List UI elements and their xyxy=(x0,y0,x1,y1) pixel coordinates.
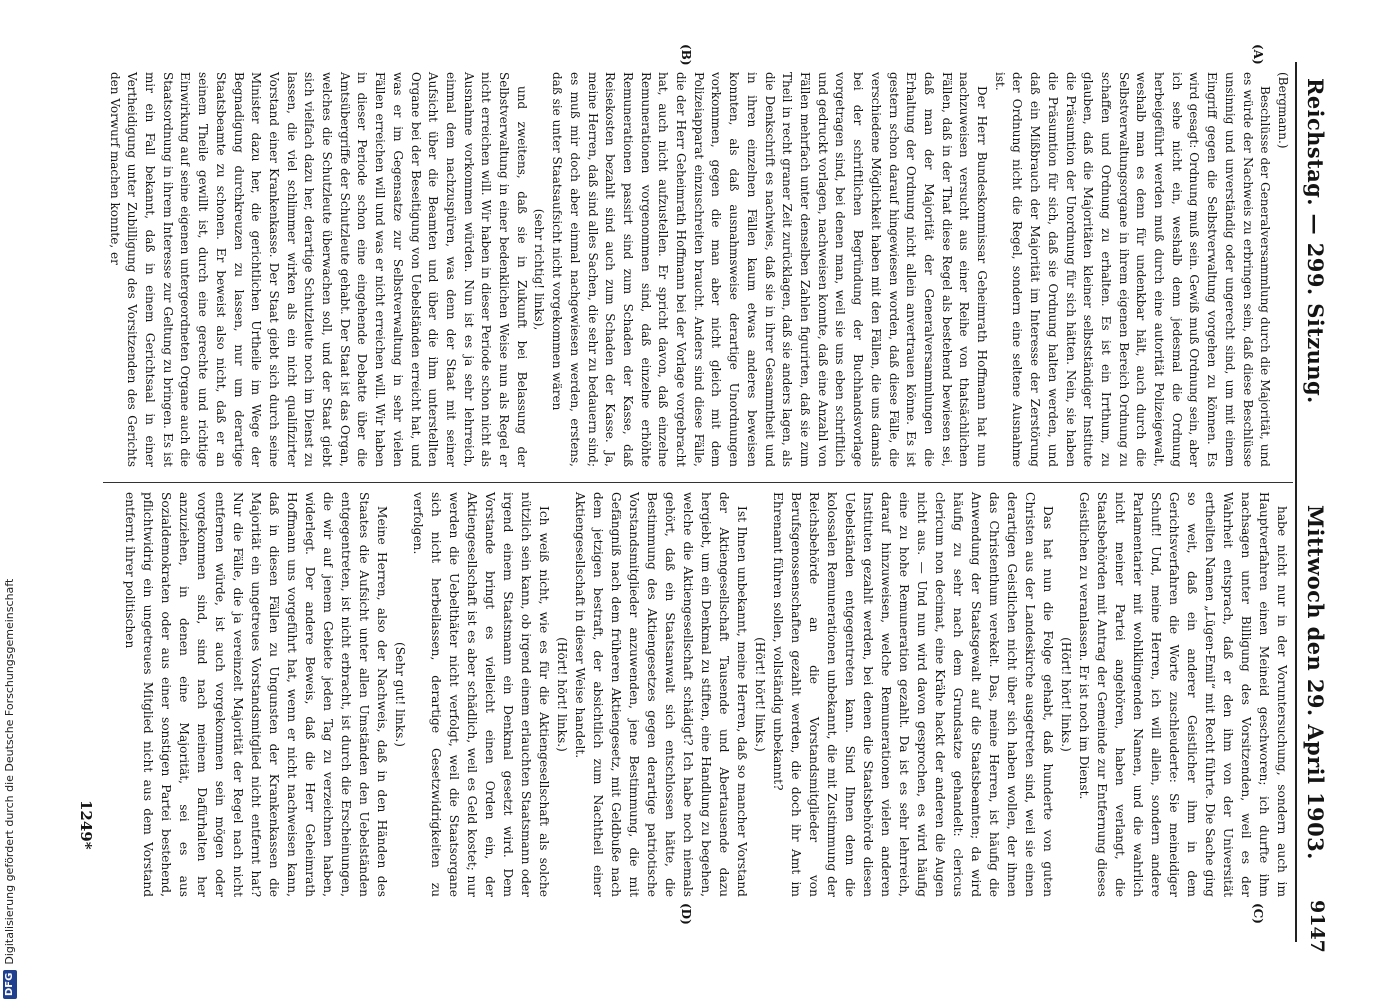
margin-marker-c: (C) xyxy=(1251,903,1265,924)
left-column xyxy=(105,72,1291,467)
paragraph: habe nicht nur in der Voruntersuchung, sondern auch im Hauptverfahren einen Meineid geschworen; ich durfte ihm nachsagen unter Billigung des Vorsitzenden, weil es der Wahrheit entsprach, daß er den ihm von der Universität ertheilten Namen „Lügen-Emil“ mit Recht führte. Die Sache ging so weit, daß ein anderer Geistlicher ihm in dem Gerichtsverfahren die Worte zuschleuderte: Sie meineidiger Schuft! Und, meine Herren, ich will allein, sondern andere Parlamentarier mit wohlklingenden Namen, und die wahrlich nicht meiner Partei angehören, haben verlangt, die Staatsbehörden mit Antrag der Gemeinde zur Entfernung dieses Geistlichen zu veranlassen. Er ist noch im Dienst. xyxy=(1077,492,1289,897)
header-left: Reichstag. — 299. Sitzung. xyxy=(1303,78,1328,404)
margin-marker-a: (A) xyxy=(1251,44,1265,65)
interjection: (Hört! hört! links.) xyxy=(1059,637,1073,752)
header-right: Mittwoch den 29. April 1903. xyxy=(1303,505,1328,860)
interjection: (Hört! hört! links.) xyxy=(753,637,767,752)
column-divider xyxy=(103,482,1293,483)
paragraph: Meine Herren, also der Nachweis, daß in den Händen des Staates die Aufsicht unter allen Umständen den Uebelständen entgegentreten, ist nicht erbracht, ist durch die Erscheinungen, die wir auf jenem Gebiete jeden Tag zu verzeichnen haben, widerlegt. Der andere Beweis, daß die Herr Geheimrath Hoffmann uns vorgeführt hat, wenn er nicht nachweisen kann, daß in diesen Fällen zu Ungunsten der Krankenkassen die Majorität ein ungetreues Vorstandsmitglied nicht entfernt hat? Nur die Fälle, die ja vereinzelt Majorität der Regel nach nicht entfernen würde, ist auch vorgekommen sein mögen oder vorgekommen sind, sind nach meinem Dafürhalten her anzuziehen, in denen eine Majorität, sei es aus Sozialdemokraten oder aus einer sonstigen Partei bestehend, pflichtwidrig ein ungetreues Mitglied nicht aus dem Vorstand entfernt ihrer politischen xyxy=(123,492,389,897)
dfg-logo: DFG xyxy=(3,970,17,999)
speaker-name: (Bergmann.) xyxy=(1276,72,1290,149)
paragraph: Ist Ihnen unbekannt, meine Herren, daß so mancher Vorstand der Aktiengesellschaft Tausende und Abertausende dazu hergiebt, um ein Denkmal zu stiften, eine Handlung zu begehen, welche die Aktiengesellschaft schädigt? Ich habe noch niemals gehört, daß ein Staatsanwalt sich entschlossen hätte, die Bestimmung des Aktiengesetzes gegen derartige patriotische Vorstandsmitglieder anzuwenden, jene Bestimmung, die mit Gefängniß nach dem früheren Aktiengesetz, mit Geldbuße nach dem jetzigen bestraft, der absichtlich zum Nachtheil einer Aktiengesellschaft in dieser Weise handelt. xyxy=(573,492,749,897)
margin-marker-d: (D) xyxy=(679,903,693,925)
paragraph: Der Herr Bundeskommissar Geheimrath Hoffmann hat nun nachzuweisen versucht aus einer Reihe von thatsächlichen Fällen, daß in der That diese Regel als bestehend bewiesen sei, daß man der Majorität der Generalversammlungen die Erhaltung der Ordnung nicht allein anvertrauen könne. Es ist gestern schon darauf hingewiesen worden, daß diese Fälle, die verschiedene Möglichkeit haben mit den Fällen, die uns damals bei der schriftlichen Begründung der Buchhandsvorlage vorgetragen sind, bei denen man, weil sie uns eben schriftlich und gedruckt vorlagen, nachweisen konnte, daß eine Anzahl von Fällen mehrfach unter denselben Zahlen figurirten, daß sie zum Theil in recht graner Zeit zurücklagen, daß sie anders lagen, als die Denkschrift es nachwies, daß sie in ihrer Gesammtheit und in ihren einzelnen Fällen kaum etwas anderes beweisen konnten, als daß ausnahmsweise derartige Unordnungen vorkommen, gegen die man aber nicht gleich mit dem Polizeiapparat einzuschreiten braucht. Anders sind diese Fälle, die der Herr Geheimrath Hoffmann bei der Vorlage vorgebracht hat, auch nicht aufzustellen. Er spricht davon, daß einzelne Remunerationen vorgenommen sind, daß einzelne erhöhte Remunerationen passirt sind zum Schaden der Kasse, daß Reisekosten bezahlt sind auch zum Schaden der Kasse. Ja, meine Herren, daß sind alles Sachen, die sehr zu bedauern sind; es muß mir doch aber einmal nachgewiesen werden, erstens, daß sie unter Staatsaufsicht nicht vorgekommen wären xyxy=(550,72,990,467)
paragraph: Das hat nun die Folge gehabt, daß hunderte von guten Christen aus der Landeskirche ausgetreten sind, weil sie einen derartigen Geistlichen nicht über sich haben wollen, der ihnen das Christenthum verekelt. Das, meine Herren, ist häufig die Anwendung der Staatsgewalt auf die Staatsbeamten; da wird häufig zu sehr nach dem Grundsatze gehandelt: clericus clericum non decimat, eine Krähe hackt der anderen die Augen nicht aus. — Und nun wird davon gesprochen, es wird häufig eine zu hohe Remuneration gezahlt. Da ist es sehr lehrreich, darauf hinzuweisen, welche Remunerationen vielen anderen Instituten gezahlt werden, bei denen die Staatsbehörde diesen Uebelständen entgegentreten kann. Sind Ihnen denn die kolossalen Remunerationen unbekannt, die mit Zustimmung der Reichsbehörde an die Vorstandsmitglieder von Berufsgenossenschaften gezahlt werden, die doch ihr Amt im Ehrenamt führen sollen, vollständig unbekannt? xyxy=(771,492,1055,897)
page-number: 9147 xyxy=(1306,900,1328,953)
paragraph: und zweitens, daß sie in Zukunft bei Belassung der Selbstverwaltung in einer bedenklichen Weise nun als Regel er nicht erreichen will. Wir haben in dieser Periode schon nicht als Ausnahme vorkommen würden. Nun ist es ja sehr lehrreich, einmal dem nachzuspüren, was denn der Staat mit seiner Aufsicht über die Beamten und über die ihm unterstellten Organe bei der Beseitigung von Uebelständen erreicht hat, und was er im Gegensatze zur Selbstverwaltung in sehr vielen Fällen erreichen will und was er nicht erreichen will. Wir haben in dieser Periode schon eine eingehende Debatte über die Amtsübergriffe der Schutzleute gehabt. Der Staat ist das Organ, welches die Schutzleute überwachen soll, und der Staat giebt sich vielfach dazu her, derartige Schutzleute noch im Dienst zu lassen, die viel schlimmer wirken als ein nicht qualifizirter Vorstand einer Krankenkasse. Der Staat giebt sich durch seine Minister dazu her, die gerichtlichen Urtheile im Wege der Begnadigung durchkreuzen zu lassen, nur um derartige Staatsbeamte zu schonen. Er beweist also nicht, daß er an seinem Theile gewillt ist, durch eine gerechte und richtige Einwirkung auf seine eigenen untergeordneten Organe auch die Staatsordnung in ihrem Interesse zur Geltung zu bringen. Es ist mir ein Fall bekannt, daß in einem Gerichtsaal in einer Vertheidigung unter Zubilligung des Vorsitzenden des Gerichts den Vorwurf machen konnte, er xyxy=(107,72,529,467)
paragraph: Ich weiß nicht, wie es für die Aktiengesellschaft als solche nützlich sein kann, ob irgend einem erlauchten Staatsmann oder irgend einem Staatsmann ein Denkmal gesetzt wird. Dem Vorstande bringt es vielleicht einen Orden ein, der Aktiengesellschaft ist es aber schädlich, weil es Geld kostet; nur werden die Uebelthäter nicht verfolgt, weil die Staatsorgane sich nicht herbeilassen, derartige Gesetzwidrigkeiten zu verfolgen. xyxy=(411,492,551,897)
right-column xyxy=(121,492,1291,897)
paragraph: Beschlüsse der Generalversammlung durch die Majorität, und es würde der Nachweis zu erbringen sein, daß diese Beschlüsse unsinnig und unverständig oder ungerecht sind, um mit einem Eingriff gegen die Selbstverwaltung vorgehen zu können. Es wird gesagt: Ordnung muß sein. Gewiß muß Ordnung sein, aber ich sehe nicht ein, weshalb denn jedesmal die Ordnung herbeigeführt werden muß durch eine autorität Polizeigewalt, weshalb man es denn für undenkbar hält, auch durch die Selbstverwaltungsorgane in ihrem eigenen Bereich Ordnung zu schaffen und Ordnung zu erhalten. Es ist ein Irrthum, zu glauben, daß die Majoritäten kleiner selbstständiger Institute die Präsumtion der Unordnung für sich hätten. Nein, sie haben die Präsumtion für sich, daß sie Ordnung halten werden, und daß ein Mißbrauch der Majorität im Interesse der Zerstörung der Ordnung nicht die Regel, sondern eine seltene Ausnahme ist. xyxy=(992,72,1273,467)
side-note-text: Digitalisierung gefördert durch die Deutsche Forschungsgemeinschaft xyxy=(3,578,16,965)
interjection: (Sehr gut! links.) xyxy=(393,641,407,748)
header-rule xyxy=(1295,62,1297,942)
margin-marker-b: (B) xyxy=(679,44,693,66)
interjection: (Hört! hört! links.) xyxy=(555,637,569,752)
side-note xyxy=(1,24,18,999)
interjection: (sehr richtig! links), xyxy=(532,208,547,331)
footer-signature: 1249* xyxy=(77,800,95,850)
